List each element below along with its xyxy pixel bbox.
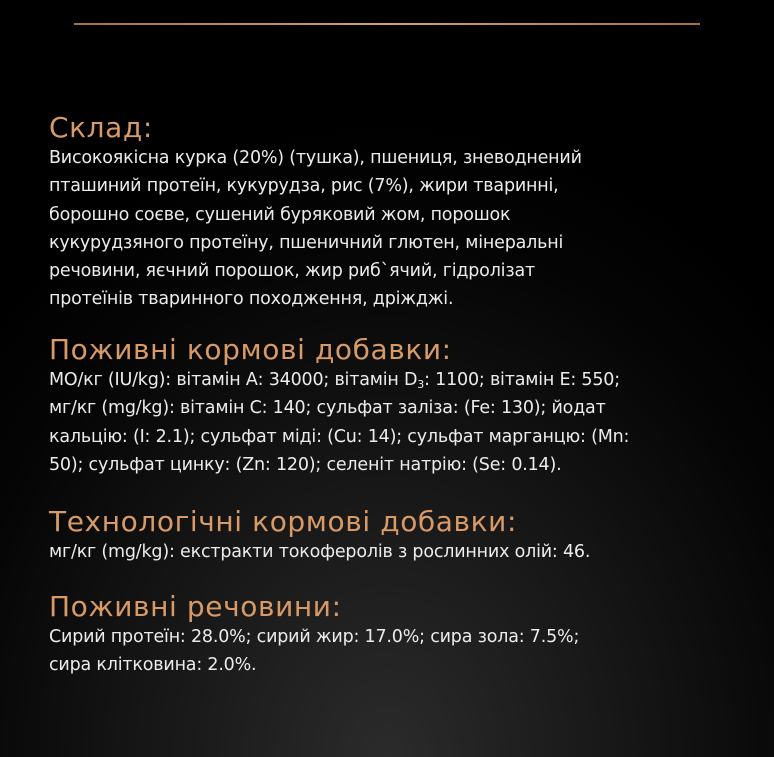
top-divider [74,23,700,25]
vitamins-text-end: : 1100; вітамін Е: 550; [424,370,620,390]
nutritional-additives-section [49,334,739,479]
composition-line: кукурудзяного протеїну, пшеничний глютен, мінеральні [49,232,564,253]
nutrients-line: Сирий протеїн: 28.0%; сирий жир: 17.0%; сира зола: 7.5%; [49,627,580,647]
nutrients-section [49,591,739,680]
composition-line: речовини, яєчний порошок, жир риб`ячий, гідролізат [49,261,535,282]
nutritional-additives-line: кальцію: (I: 2.1); сульфат міді: (Cu: 14); сульфат марганцю: (Mn: [49,426,630,447]
nutrients-line: сира клітковина: 2.0%. [49,655,257,676]
composition-line: пташиний протеїн, кукурудза, рис (7%), жири тваринні, [49,176,559,197]
composition-line: борошно соєве, сушений буряковий жом, порошок [49,204,511,225]
composition-line: протеїнів тваринного походження, дріжджі. [49,289,454,310]
nutritional-additives-heading: Поживні кормові добавки: [49,333,452,366]
vitamin-d-subscript: 3 [417,378,425,391]
nutritional-additives-line: мг/кг (mg/kg): вітамін С: 140; сульфат заліза: (Fe: 130); йодат [49,398,606,419]
nutrients-heading: Поживні речовини: [49,590,342,623]
nutritional-additives-line [49,366,739,394]
composition-heading: Склад: [49,111,153,144]
composition-section [49,112,739,314]
nutritional-additives-line: 50); сульфат цинку: (Zn: 120); селеніт натрію: (Se: 0.14). [49,454,562,475]
technological-additives-section [49,506,739,566]
vitamins-text-start: МО/кг (IU/kg): вітамін А: 34000; вітамін D [49,370,418,390]
technological-additives-heading: Технологічні кормові добавки: [49,505,517,538]
composition-line: Високоякісна курка (20%) (тушка), пшениця, зневоднений [49,148,582,168]
technological-additives-line: мг/кг (mg/kg): екстракти токоферолів з рослинних олій: 46. [49,542,591,562]
